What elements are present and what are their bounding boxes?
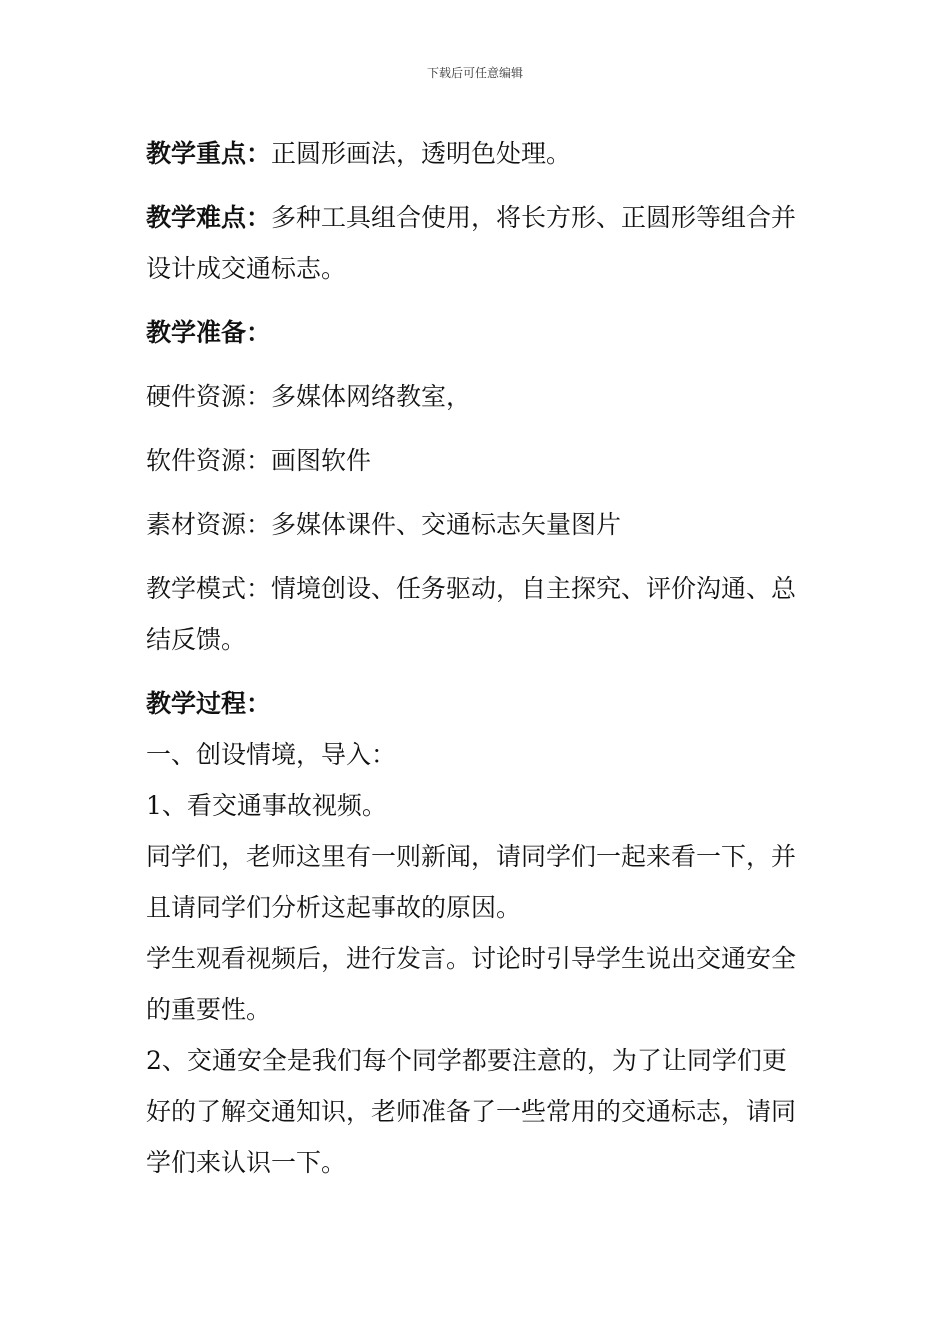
teaching-focus-text: 正圆形画法，透明色处理。 [271,139,572,168]
step-one: 1、看交通事故视频。 [146,791,387,820]
teaching-difficulty [146,192,806,294]
teaching-difficulty-label: 教学难点： [146,203,272,232]
software-resources: 软件资源：画图软件 [146,446,372,475]
material-resources: 素材资源：多媒体课件、交通标志矢量图片 [146,510,622,539]
teaching-mode: 教学模式：情境创设、任务驱动，自主探究、评价沟通、总结反馈。 [146,574,797,654]
step-two: 2、交通安全是我们每个同学都要注意的，为了让同学们更好的了解交通知识，老师准备了一些常用的交通标志，请同学们来认识一下。 [146,1046,797,1177]
hardware-resources: 硬件资源：多媒体网络教室， [146,382,472,411]
document-body [146,128,806,1188]
teaching-focus [146,128,806,179]
teaching-process-heading: 教学过程： [146,689,272,718]
page-header: 下载后可任意编辑 [426,66,523,80]
teaching-preparation-heading: 教学准备： [146,318,272,347]
step-one-description: 同学们，老师这里有一则新闻，请同学们一起来看一下，并且请同学们分析这起事故的原因。 [146,842,797,922]
teaching-difficulty-text: 多种工具组合使用，将长方形、正圆形等组合并设计成交通标志。 [146,203,797,283]
student-discussion: 学生观看视频后，进行发言。讨论时引导学生说出交通安全的重要性。 [146,944,797,1024]
section-one-heading: 一、创设情境，导入： [146,740,397,769]
teaching-focus-label: 教学重点： [146,139,272,168]
